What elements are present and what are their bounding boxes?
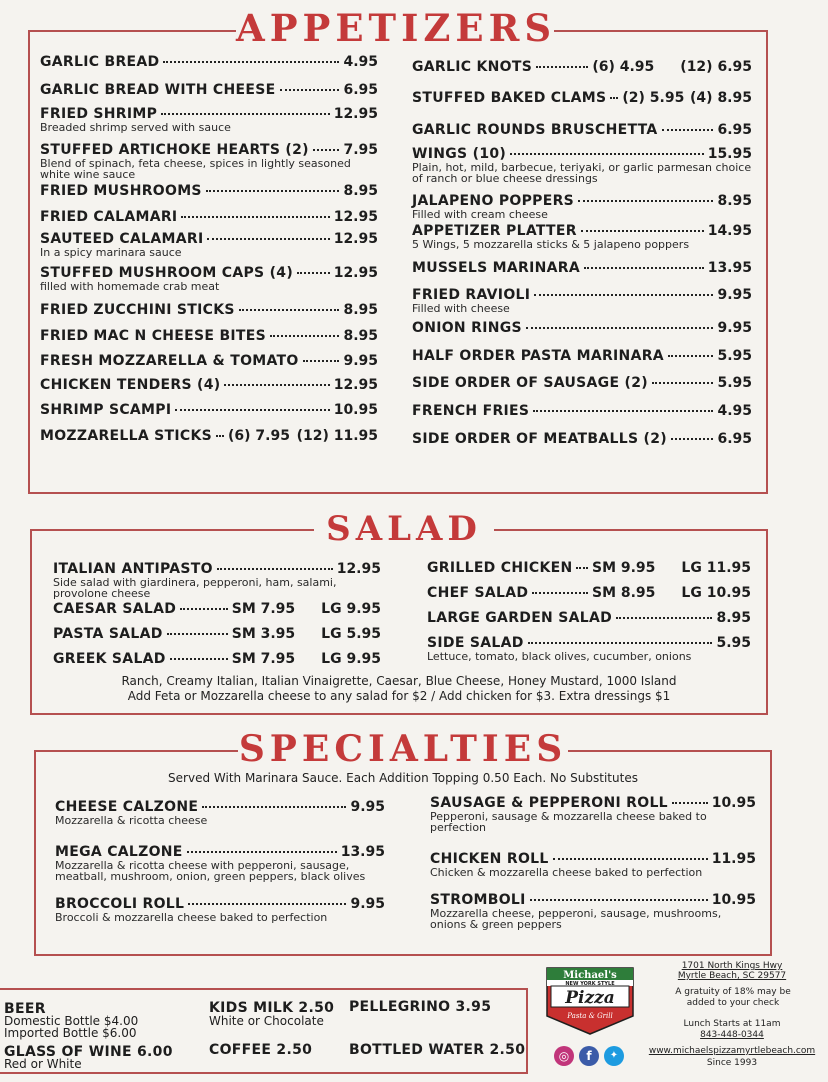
item-price: 13.95 [340, 844, 385, 860]
item-price: 9.95 [717, 287, 752, 303]
item-description: Filled with cheese [412, 302, 510, 315]
item-price-large: LG 9.95 [321, 651, 381, 667]
item-price-large: (12) 11.95 [296, 428, 378, 444]
item-name: MOZZARELLA STICKS [40, 428, 213, 444]
item-description: Mozzarella & ricotta cheese with pepperoni, sausage, meatball, mushroom, onion, green peppers, black olives [55, 859, 366, 883]
item-price: 9.95 [717, 320, 752, 336]
item-price-large: (4) 8.95 [690, 90, 752, 106]
item-description: Pepperoni, sausage & mozzarella cheese baked to perfection [430, 810, 707, 834]
item-price: 8.95 [716, 610, 751, 626]
item-price: 9.95 [343, 353, 378, 369]
item-price: 12.95 [333, 106, 378, 122]
item-price: 13.95 [707, 260, 752, 276]
dot-leader [188, 903, 346, 905]
menu-item-row [55, 844, 385, 860]
item-description: filled with homemade crab meat [40, 280, 220, 293]
specialties-title: SPECIALTIES [238, 728, 568, 770]
logo-tag: NEW YORK STYLE [565, 981, 615, 987]
item-price: 7.95 [343, 142, 378, 158]
beer-imported: Imported Bottle $6.00 [4, 1026, 137, 1040]
item-price: SM 3.95 [231, 626, 296, 642]
item-name: FRESH MOZZARELLA & TOMATO [40, 353, 299, 369]
menu-item-mega-calzone [55, 844, 385, 882]
website-link[interactable]: www.michaelspizzamyrtlebeach.com [648, 1046, 816, 1056]
coffee-heading: COFFEE 2.50 [209, 1042, 313, 1058]
item-name: MUSSELS MARINARA [412, 260, 581, 276]
item-price: (2) 5.95 [622, 90, 685, 106]
item-price-large: LG 10.95 [681, 585, 751, 601]
item-description: Mozzarella cheese, pepperoni, sausage, mushrooms, onions & green peppers [430, 907, 722, 931]
item-price: 8.95 [717, 193, 752, 209]
pellegrino-heading: PELLEGRINO 3.95 [349, 999, 492, 1015]
item-price: 12.95 [333, 265, 378, 281]
item-name: STROMBOLI [430, 892, 526, 908]
item-price: SM 9.95 [591, 560, 656, 576]
item-price: 5.95 [717, 375, 752, 391]
salad-title: SALAD [314, 512, 494, 546]
address-line-2: Myrtle Beach, SC 29577 [677, 971, 787, 981]
item-price: 4.95 [343, 54, 378, 70]
lunch-note: Lunch Starts at 11am [683, 1019, 781, 1029]
menu-item-row [430, 892, 756, 908]
item-name: GARLIC KNOTS [412, 59, 533, 75]
bottled-water-heading: BOTTLED WATER 2.50 [349, 1042, 526, 1058]
menu-item-chicken-roll [430, 851, 756, 878]
item-description: Chicken & mozzarella cheese baked to perfection [430, 866, 703, 879]
item-price-large: (12) 6.95 [680, 59, 752, 75]
item-price: (6) 7.95 [228, 428, 290, 444]
dot-leader [553, 858, 708, 860]
item-name: HALF ORDER PASTA MARINARA [412, 348, 664, 364]
item-name: SHRIMP SCAMPI [40, 402, 172, 418]
item-price: 6.95 [717, 431, 752, 447]
menu-item-row [55, 896, 385, 912]
twitter-icon[interactable]: ✦ [604, 1046, 624, 1066]
item-price-large: LG 9.95 [321, 601, 381, 617]
item-name: CHEF SALAD [427, 585, 529, 601]
menu-item-row [430, 795, 756, 811]
item-name: FRIED RAVIOLI [412, 287, 531, 303]
item-price: 10.95 [711, 795, 756, 811]
item-price: 9.95 [350, 799, 385, 815]
item-price: SM 7.95 [231, 651, 296, 667]
menu-item-row [55, 799, 385, 815]
item-description: Lettuce, tomato, black olives, cucumber, onions [427, 650, 692, 663]
item-name: GARLIC BREAD [40, 54, 160, 70]
beer-domestic: Domestic Bottle $4.00 [4, 1014, 139, 1028]
item-price: 5.95 [716, 635, 751, 651]
specialties-note: Served With Marinara Sauce. Each Addition Topping 0.50 Each. No Substitutes [168, 771, 638, 785]
item-price: 10.95 [333, 402, 378, 418]
item-price-large: LG 11.95 [681, 560, 751, 576]
specialties-right-column [430, 0, 756, 956]
restaurant-logo [545, 966, 635, 1036]
item-name: STUFFED BAKED CLAMS [412, 90, 607, 106]
dot-leader [672, 802, 708, 804]
item-price: 8.95 [343, 328, 378, 344]
item-name: FRIED MUSHROOMS [40, 183, 202, 199]
kids-milk-heading: KIDS MILK 2.50 [209, 1000, 335, 1016]
logo-sub: Pasta & Grill [567, 1012, 613, 1020]
item-name: FRENCH FRIES [412, 403, 530, 419]
phone-number[interactable]: 843-448-0344 [700, 1030, 764, 1040]
item-name: FRIED MAC N CHEESE BITES [40, 328, 267, 344]
menu-item-row [430, 851, 756, 867]
item-name: GRILLED CHICKEN [427, 560, 573, 576]
item-name: STUFFED MUSHROOM CAPS (4) [40, 265, 294, 281]
menu-item-sausage-pepperoni-roll [430, 795, 756, 833]
item-name: CAESAR SALAD [53, 601, 177, 617]
menu-item-stromboli [430, 892, 756, 930]
item-description: Plain, hot, mild, barbecue, teriyaki, or garlic parmesan choice of ranch or blue cheese dressings [412, 161, 752, 185]
item-name: WINGS (10) [412, 146, 507, 162]
item-price: 14.95 [707, 223, 752, 239]
item-price: 12.95 [336, 561, 381, 577]
salad-dressings-note: Ranch, Creamy Italian, Italian Vinaigrette, Caesar, Blue Cheese, Honey Mustard, 1000 Island [121, 674, 677, 688]
item-name: JALAPENO POPPERS [412, 193, 575, 209]
item-price-large: LG 5.95 [321, 626, 381, 642]
item-name: APPETIZER PLATTER [412, 223, 577, 239]
kids-milk-sub: White or Chocolate [209, 1014, 324, 1028]
item-description: Blend of spinach, feta cheese, spices in lightly seasoned white wine sauce [40, 157, 351, 181]
item-description: In a spicy marinara sauce [40, 246, 182, 259]
dot-leader [530, 899, 708, 901]
facebook-icon[interactable]: f [579, 1046, 599, 1066]
dot-leader [187, 851, 337, 853]
item-name: CHICKEN ROLL [430, 851, 549, 867]
item-price: 12.95 [333, 209, 378, 225]
item-price: 4.95 [717, 403, 752, 419]
gratuity-note: A gratuity of 18% may be added to your check [675, 987, 791, 1008]
logo-name: Michael's [563, 970, 617, 981]
dot-leader [202, 806, 346, 808]
item-name: SIDE ORDER OF MEATBALLS (2) [412, 431, 667, 447]
item-price: 6.95 [717, 122, 752, 138]
item-price: (6) 4.95 [592, 59, 655, 75]
item-name: ITALIAN ANTIPASTO [53, 561, 213, 577]
item-name: SIDE ORDER OF SAUSAGE (2) [412, 375, 648, 391]
item-description: Mozzarella & ricotta cheese [55, 814, 208, 827]
item-price: 12.95 [333, 377, 378, 393]
item-price: 9.95 [350, 896, 385, 912]
logo-main: Pizza [565, 988, 615, 1008]
item-price: 5.95 [717, 348, 752, 364]
wine-heading: GLASS OF WINE 6.00 [4, 1044, 173, 1060]
item-name: SAUTEED CALAMARI [40, 231, 204, 247]
item-price: SM 7.95 [231, 601, 296, 617]
menu-item-cheese-calzone [55, 799, 385, 826]
beer-heading: BEER [4, 1001, 46, 1017]
item-description: 5 Wings, 5 mozzarella sticks & 5 jalapeno poppers [412, 238, 690, 251]
item-name: SIDE SALAD [427, 635, 524, 651]
salad-addons-note: Add Feta or Mozzarella cheese to any salad for $2 / Add chicken for $3. Extra dressings $1 [127, 689, 671, 703]
item-price: 15.95 [707, 146, 752, 162]
item-name: GREEK SALAD [53, 651, 166, 667]
menu-item-broccoli-roll [55, 896, 385, 923]
item-name: PASTA SALAD [53, 626, 163, 642]
wine-sub: Red or White [4, 1057, 82, 1071]
item-price: 11.95 [711, 851, 756, 867]
item-name: STUFFED ARTICHOKE HEARTS (2) [40, 142, 309, 158]
appetizers-title: APPETIZERS [236, 6, 557, 50]
item-name: FRIED ZUCCHINI STICKS [40, 302, 235, 318]
item-price: SM 8.95 [591, 585, 656, 601]
item-price: 12.95 [333, 231, 378, 247]
item-price: 8.95 [343, 183, 378, 199]
item-name: CHICKEN TENDERS (4) [40, 377, 221, 393]
specialties-left-column [55, 0, 385, 956]
item-name: ONION RINGS [412, 320, 522, 336]
item-price: 10.95 [711, 892, 756, 908]
item-price: 8.95 [343, 302, 378, 318]
item-name: FRIED SHRIMP [40, 106, 158, 122]
item-name: FRIED CALAMARI [40, 209, 178, 225]
item-name: GARLIC BREAD WITH CHEESE [40, 82, 276, 98]
item-description: Filled with cream cheese [412, 208, 548, 221]
item-price: 6.95 [343, 82, 378, 98]
item-name: BROCCOLI ROLL [55, 896, 185, 912]
item-name: CHEESE CALZONE [55, 799, 199, 815]
instagram-icon[interactable]: ◎ [554, 1046, 574, 1066]
item-name: LARGE GARDEN SALAD [427, 610, 613, 626]
item-description: Breaded shrimp served with sauce [40, 121, 231, 134]
item-name: GARLIC ROUNDS BRUSCHETTA [412, 122, 658, 138]
item-description: Broccoli & mozzarella cheese baked to perfection [55, 911, 328, 924]
item-name: MEGA CALZONE [55, 844, 183, 860]
item-name: SAUSAGE & PEPPERONI ROLL [430, 795, 668, 811]
item-description: Side salad with giardinera, pepperoni, ham, salami, provolone cheese [53, 576, 337, 600]
since-note: Since 1993 [706, 1058, 758, 1068]
address-line-1: 1701 North Kings Hwy [681, 961, 783, 971]
